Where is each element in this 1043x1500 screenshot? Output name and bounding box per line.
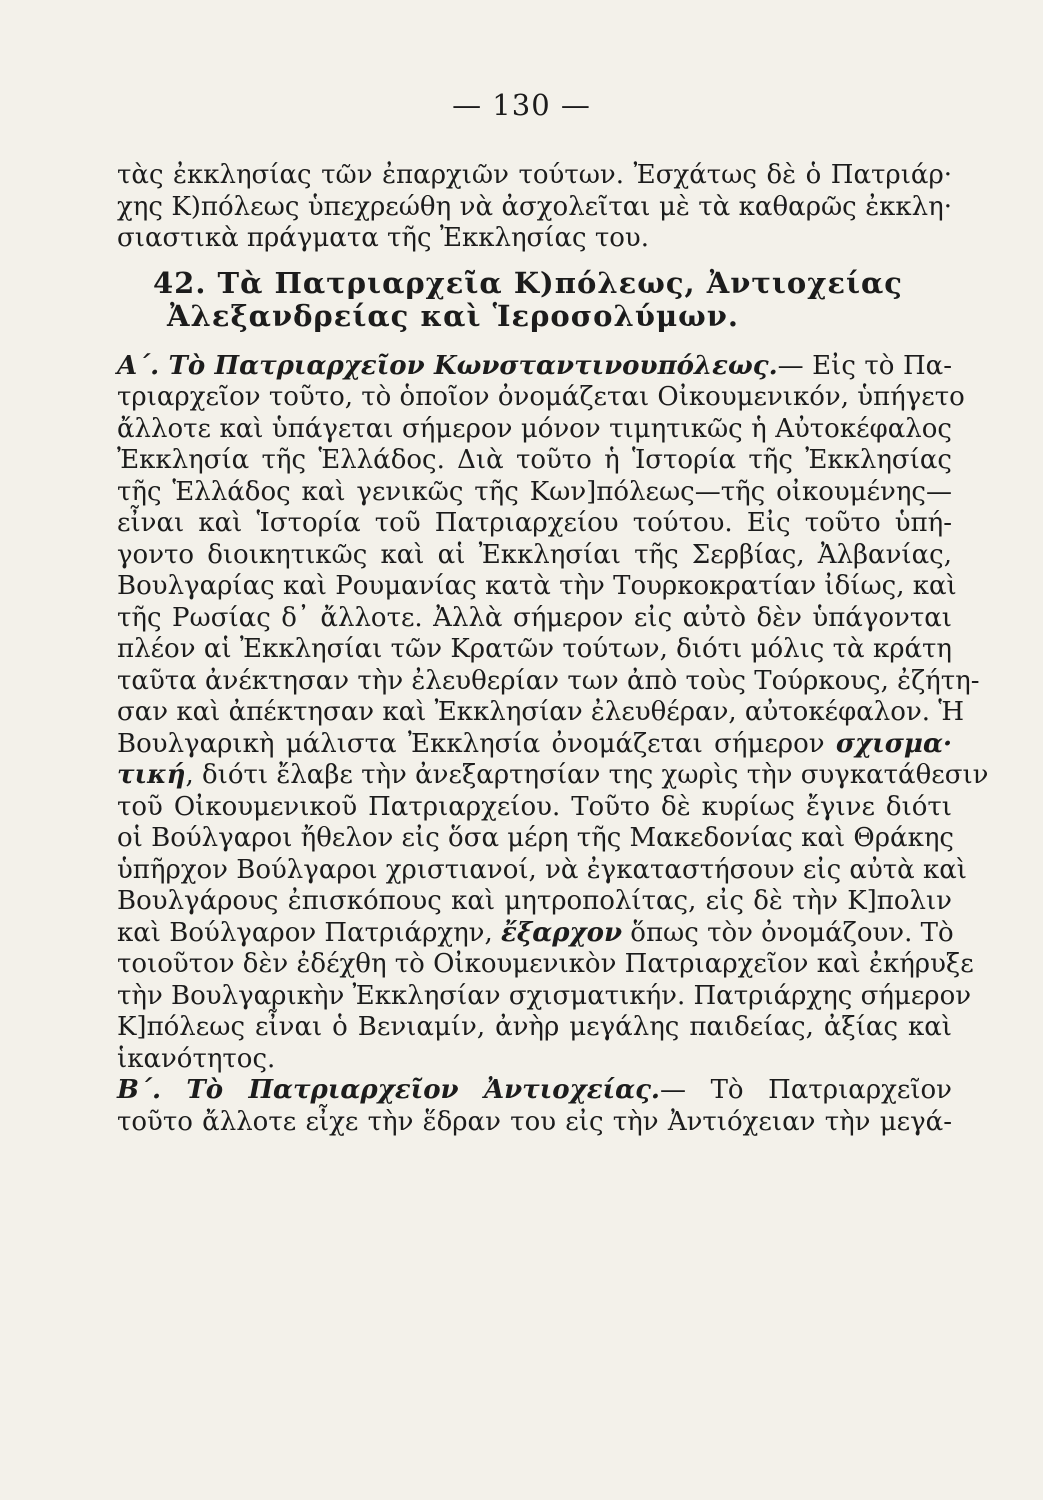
text-line: τριαρχεῖον τοῦτο, τὸ ὁποῖον ὀνομάζεται Οἰκουμενικόν, ὑπήγετο — [117, 382, 965, 412]
text-span: — Τὸ Πατριαρχεῖον — [659, 1075, 952, 1105]
text-line: Βουλγάρους ἐπισκόπους καὶ μητροπολίτας, εἰς δὲ τὴν Κ]πολιν — [117, 886, 952, 916]
text-line — [117, 918, 952, 950]
text-line: σαν καὶ ἀπέκτησαν καὶ Ἐκκλησίαν ἐλευθέραν, αὐτοκέφαλον. Ἡ — [117, 697, 965, 727]
subsection-a-title: Α΄. Τὸ Πατριαρχεῖον Κωνσταντινουπόλεως. — [117, 350, 778, 381]
subsection-b-title: Β΄. Τὸ Πατριαρχεῖον Ἀντιοχείας. — [117, 1075, 660, 1105]
text-line: ὑπῆρχον Βούλγαροι χριστιανοί, νὰ ἐγκαταστήσουν εἰς αὐτὰ καὶ — [117, 854, 967, 885]
text-line: τοῦ Οἰκουμενικοῦ Πατριαρχείου. Τοῦτο δὲ κυρίως ἔγινε διότι — [117, 791, 952, 822]
text-line: τῆς Ἑλλάδος καὶ γενικῶς τῆς Κων]πόλεως—τῆς οἰκουμένης— — [117, 476, 952, 507]
text-line: σιαστικὰ πράγματα τῆς Ἐκκλησίας του. — [117, 223, 649, 253]
emphasis-text: τική — [117, 760, 186, 790]
text-span: Βουλγαρικὴ μάλιστα Ἐκκλησία ὀνομάζεται σήμερον — [117, 728, 825, 759]
emphasis-text: σχισμα· — [835, 728, 953, 759]
text-line: τοῦτο ἄλλοτε εἶχε τὴν ἕδραν του εἰς τὴν Ἀντιόχειαν τὴν μεγά- — [117, 1106, 952, 1137]
text-line: Κ]πόλεως εἶναι ὁ Βενιαμίν, ἀνὴρ μεγάλης παιδείας, ἀξίας καὶ — [117, 1012, 952, 1042]
text-line: ἱκανότητος. — [117, 1043, 276, 1074]
subsection-a-first-line — [117, 351, 952, 383]
text-line: χης Κ)πόλεως ὑπεχρεώθη νὰ ἀσχολεῖται μὲ τὰ καθαρῶς ἐκκλη· — [117, 191, 952, 222]
text-span: καὶ Βούλγαρον Πατριάρχην, — [117, 917, 493, 948]
section-heading-line-1: 42. Τὰ Πατριαρχεῖα Κ)πόλεως, Ἀντιοχείας — [153, 265, 903, 300]
emphasis-text: ἔξαρχον — [501, 917, 623, 948]
text-line: εἶναι καὶ Ἱστορία τοῦ Πατριαρχείου τούτου. Εἰς τοῦτο ὑπή- — [117, 508, 952, 538]
text-line: Ἐκκλησία τῆς Ἑλλάδος. Διὰ τοῦτο ἡ Ἱστορία τῆς Ἐκκλησίας — [117, 445, 952, 475]
page-number: — 130 — — [452, 88, 591, 122]
text-line: Βουλγαρίας καὶ Ρουμανίας κατὰ τὴν Τουρκοκρατίαν ἰδίως, καὶ — [117, 571, 957, 601]
text-line — [117, 729, 952, 761]
text-line: τὰς ἐκκλησίας τῶν ἐπαρχιῶν τούτων. Ἐσχάτως δὲ ὁ Πατριάρ· — [117, 160, 952, 190]
text-line: τοιοῦτον δὲν ἐδέχθη τὸ Οἰκουμενικὸν Πατριαρχεῖον καὶ ἐκήρυξε — [117, 949, 974, 979]
body-text — [117, 160, 989, 1138]
text-span: ὅπως τὸν ὀνομάζουν. Τὸ — [630, 917, 954, 948]
text-line: πλέον αἱ Ἐκκλησίαι τῶν Κρατῶν τούτων, διότι μόλις τὰ κράτη — [117, 634, 952, 664]
text-line: γοντο διοικητικῶς καὶ αἱ Ἐκκλησίαι τῆς Σερβίας, Ἀλβανίας, — [117, 539, 952, 570]
text-line: τῆς Ρωσίας δ᾽ ἄλλοτε. Ἀλλὰ σήμερον εἰς αὐτὸ δὲν ὑπάγονται — [117, 602, 952, 633]
section-heading — [117, 267, 952, 333]
section-heading-line-2: Ἀλεξανδρείας καὶ Ἱεροσολύμων. — [167, 298, 740, 333]
text-line: ἄλλοτε καὶ ὑπάγεται σήμερον μόνον τιμητικῶς ἡ Αὐτοκέφαλος — [117, 413, 952, 444]
subsection-b-first-line — [117, 1075, 952, 1107]
text-span: — Εἰς τὸ Πα- — [777, 350, 952, 381]
text-line — [117, 760, 989, 792]
text-line: τὴν Βουλγαρικὴν Ἐκκλησίαν σχισματικήν. Πατριάρχης σήμερον — [117, 980, 972, 1011]
text-span: , διότι ἔλαβε τὴν ἀνεξαρτησίαν της χωρὶς τὴν συγκατάθεσιν — [185, 760, 989, 790]
text-line: ταῦτα ἀνέκτησαν τὴν ἐλευθερίαν των ἀπὸ τοὺς Τούρκους, ἐζήτη- — [117, 665, 980, 696]
text-line: οἱ Βούλγαροι ἤθελον εἰς ὅσα μέρη τῆς Μακεδονίας καὶ Θράκης — [117, 823, 954, 853]
